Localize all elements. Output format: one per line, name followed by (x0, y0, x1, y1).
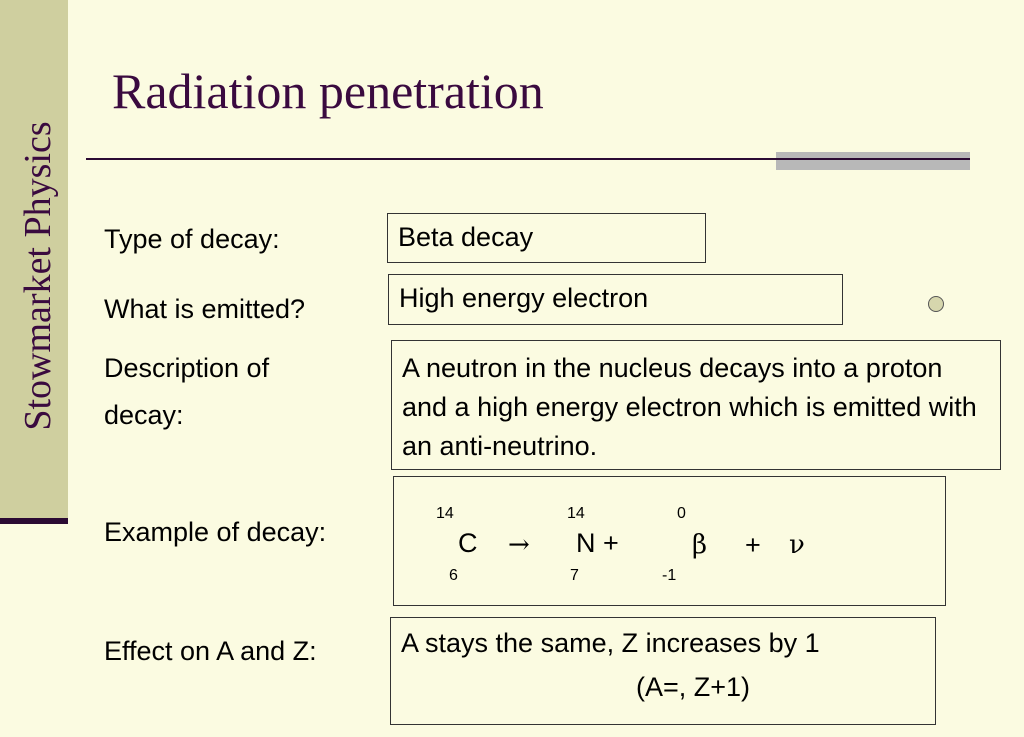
title-rule-accent (776, 152, 970, 170)
bullet-icon (928, 296, 944, 312)
antineutrino-symbol: ν (789, 530, 805, 560)
carbon-symbol: C (458, 528, 478, 558)
type-of-decay-box (387, 213, 706, 263)
effect-label: Effect on A and Z: (104, 636, 317, 666)
description-label-line2: decay: (104, 400, 184, 430)
sidebar-accent-bar (0, 518, 68, 524)
nitrogen-atomic-number: 7 (570, 567, 579, 584)
example-of-decay-label: Example of decay: (104, 517, 327, 547)
carbon-mass-number: 14 (436, 505, 454, 522)
beta-mass-number: 0 (677, 505, 686, 522)
title-rule-accent-line (776, 158, 970, 160)
beta-atomic-number: -1 (662, 567, 677, 584)
what-is-emitted-label: What is emitted? (104, 294, 306, 324)
type-of-decay-value: Beta decay (398, 222, 534, 252)
slide-title: Radiation penetration (112, 63, 544, 119)
description-value: A neutron in the nucleus decays into a proton and a high energy electron which is emitted with an anti-neutrino. (402, 353, 977, 461)
type-of-decay-label: Type of decay: (104, 224, 280, 254)
carbon-atomic-number: 6 (449, 567, 458, 584)
description-box (391, 340, 1001, 470)
effect-line2: (A=, Z+1) (635, 672, 751, 702)
description-label-line1: Description of (104, 353, 270, 383)
arrow-icon: → (508, 530, 530, 560)
sidebar-title: Stowmarket Physics (17, 121, 59, 431)
nitrogen-symbol: N + (576, 528, 619, 558)
effect-line1: A stays the same, Z increases by 1 (401, 628, 820, 658)
beta-symbol: β (692, 530, 708, 560)
plus-sign: + (745, 530, 761, 560)
what-is-emitted-box (388, 274, 843, 325)
effect-box (390, 617, 936, 725)
what-is-emitted-value: High energy electron (399, 283, 649, 313)
nitrogen-mass-number: 14 (567, 505, 585, 522)
